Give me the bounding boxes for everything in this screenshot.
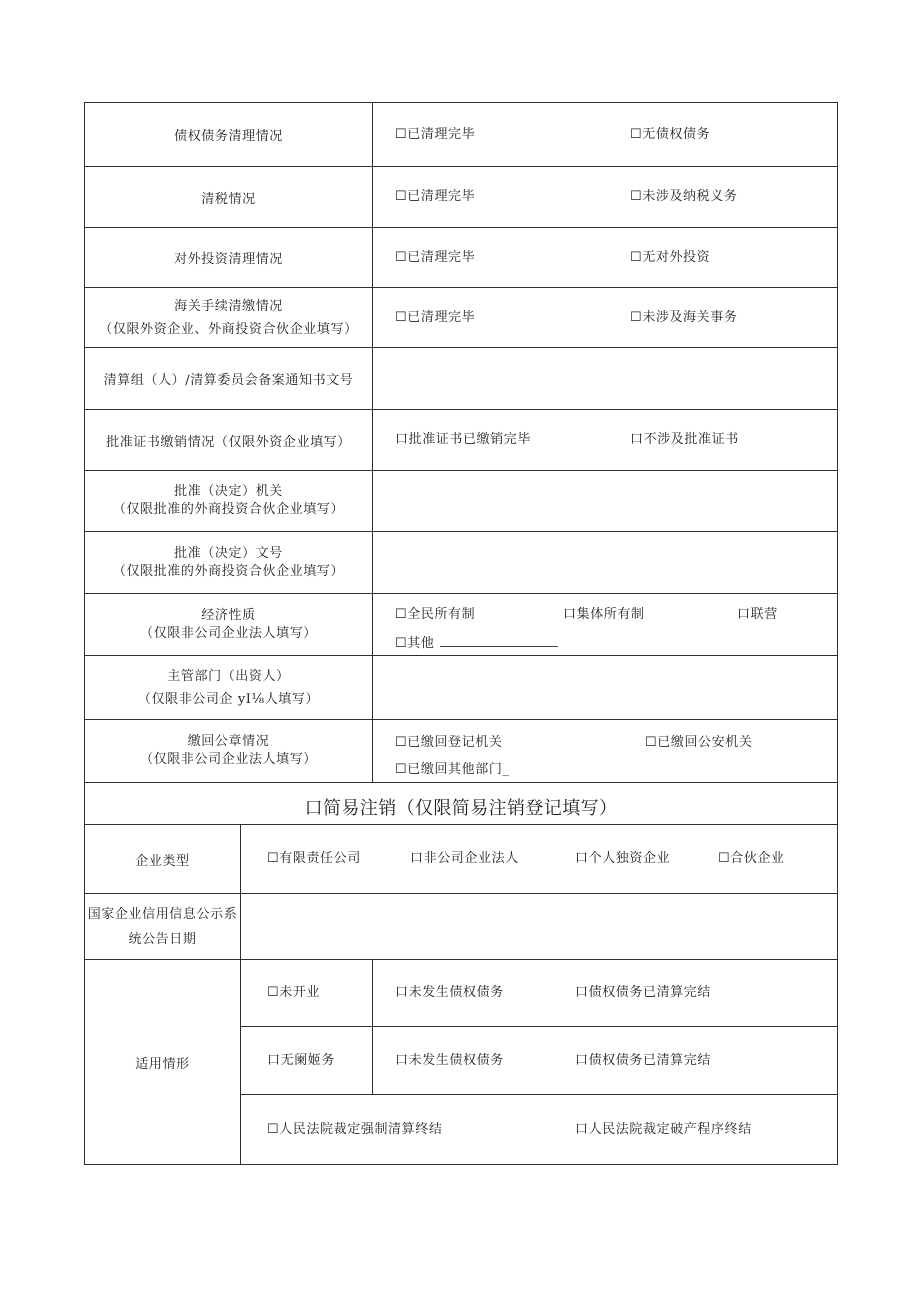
row-announcement-date bbox=[85, 894, 837, 960]
label-note: （仅限批准的外商投资合伙企业填写） bbox=[112, 563, 345, 579]
row-label bbox=[85, 594, 373, 655]
label-note: （仅限非公司企业法人填写） bbox=[140, 625, 317, 641]
row-label bbox=[85, 228, 373, 287]
option-court-compulsory-liquidation[interactable]: ☐人民法院裁定强制清算终结 bbox=[267, 1121, 443, 1137]
option-debts-settled[interactable]: 口债权债务已清算完结 bbox=[575, 985, 712, 1000]
option-returned-other-department[interactable]: ☐已缴回其他部门_ bbox=[395, 762, 510, 777]
option-court-bankruptcy-terminated[interactable]: 口人民法院裁定破产程序终结 bbox=[575, 1121, 752, 1137]
option-returned-registration-authority[interactable]: ☐已缴回登记机关 bbox=[395, 735, 503, 750]
option-no-debts-incurred[interactable]: 口未发生债权债务 bbox=[395, 985, 504, 1000]
label-text: 主管部门（出资人） bbox=[167, 668, 290, 684]
label-text: 海关手续清缴情况 bbox=[174, 298, 283, 314]
deregistration-form bbox=[84, 102, 838, 1165]
row-approval-authority bbox=[85, 471, 837, 532]
row-label bbox=[85, 410, 373, 470]
option-sole-proprietorship[interactable]: 口个人独资企业 bbox=[575, 851, 671, 866]
option-no-business[interactable]: 口无阑姬务 bbox=[267, 1052, 336, 1068]
label-text: 对外投资清理情况 bbox=[174, 252, 283, 267]
row-label bbox=[85, 348, 373, 409]
row-value bbox=[373, 720, 837, 782]
situation-row bbox=[241, 1027, 837, 1095]
label-text-line-1: 国家企业信用信息公示系 bbox=[87, 906, 238, 922]
label-note: （仅限批准的外商投资合伙企业填写） bbox=[112, 502, 345, 517]
other-blank-underline bbox=[440, 634, 558, 647]
label-text: 经济性质 bbox=[201, 607, 256, 623]
row-label bbox=[85, 532, 373, 593]
row-debt-clearance bbox=[85, 103, 837, 167]
row-value bbox=[373, 594, 837, 655]
row-value bbox=[373, 103, 837, 166]
label-text: 清税情况 bbox=[201, 191, 256, 207]
row-label bbox=[85, 103, 373, 166]
situation-row bbox=[241, 1095, 837, 1164]
row-approval-certificate bbox=[85, 410, 837, 471]
option-investment-cleared[interactable]: ☐已清理完毕 bbox=[395, 249, 476, 265]
row-label bbox=[85, 288, 373, 347]
label-text: 缴回公章情况 bbox=[187, 734, 270, 749]
row-label bbox=[85, 825, 241, 893]
blank-field bbox=[373, 656, 837, 719]
row-label bbox=[85, 656, 373, 719]
option-other-group bbox=[395, 634, 558, 652]
option-debt-cleared[interactable]: ☐已清理完毕 bbox=[395, 126, 476, 142]
option-other[interactable]: ☐其他 bbox=[395, 636, 435, 651]
blank-field bbox=[373, 471, 837, 531]
option-tax-cleared[interactable]: ☐已清理完毕 bbox=[395, 189, 476, 204]
row-value bbox=[373, 288, 837, 347]
blank-field bbox=[241, 894, 837, 959]
simple-deregistration-heading: 口简易注销（仅限简易注销登记填写） bbox=[304, 797, 618, 819]
option-not-opened[interactable]: ☐未开业 bbox=[267, 985, 321, 1000]
label-text-line-2: 统公告日期 bbox=[128, 931, 197, 947]
label-text: 清算组（人）/清算委员会备案通知书文号 bbox=[103, 373, 354, 388]
row-liquidation-filing-number bbox=[85, 348, 837, 410]
row-value bbox=[373, 167, 837, 227]
row-approval-document-number bbox=[85, 532, 837, 594]
label-text: 批准（决定）文号 bbox=[174, 545, 283, 561]
option-no-certificate[interactable]: 口不涉及批准证书 bbox=[630, 432, 739, 447]
row-value bbox=[373, 410, 837, 470]
option-limited-liability-company[interactable]: ☐有限责任公司 bbox=[267, 851, 361, 866]
row-label bbox=[85, 720, 373, 782]
row-investment-clearance bbox=[85, 228, 837, 288]
row-label bbox=[85, 960, 241, 1164]
label-text: 批准证书缴销情况（仅限外资企业填写） bbox=[106, 434, 351, 450]
situation-row bbox=[241, 960, 837, 1027]
option-no-tax-obligation[interactable]: ☐未涉及纳税义务 bbox=[630, 189, 738, 204]
label-text: 适用情形 bbox=[135, 1056, 190, 1072]
option-no-debt[interactable]: ☐无债权债务 bbox=[630, 126, 711, 142]
blank-field bbox=[373, 348, 837, 409]
row-value bbox=[373, 228, 837, 287]
option-joint-venture[interactable]: 口联营 bbox=[737, 607, 778, 622]
row-customs-clearance bbox=[85, 288, 837, 348]
situation-cell bbox=[241, 1095, 837, 1164]
option-non-company-legal-person[interactable]: 口非公司企业法人 bbox=[410, 851, 519, 866]
option-debts-settled[interactable]: 口债权债务已清算完结 bbox=[575, 1052, 712, 1068]
blank-field bbox=[373, 532, 837, 593]
option-certificate-cancelled[interactable]: 口批准证书已缴销完毕 bbox=[395, 432, 532, 447]
situation-cell bbox=[241, 960, 373, 1026]
row-competent-department bbox=[85, 656, 837, 720]
label-text: 企业类型 bbox=[135, 853, 190, 869]
option-customs-cleared[interactable]: ☐已清理完毕 bbox=[395, 309, 476, 325]
label-note: （仅限非公司企 yI⅛人填写） bbox=[137, 691, 320, 707]
option-partnership[interactable]: ☐合伙企业 bbox=[718, 851, 785, 866]
row-tax-clearance bbox=[85, 167, 837, 228]
row-enterprise-type bbox=[85, 825, 837, 894]
row-label bbox=[85, 894, 241, 959]
section-heading-row bbox=[85, 783, 837, 825]
situation-cell bbox=[373, 1027, 837, 1094]
option-no-customs-matters[interactable]: ☐未涉及海关事务 bbox=[630, 309, 738, 325]
label-note: （仅限非公司企业法人填写） bbox=[140, 752, 317, 767]
row-economic-nature bbox=[85, 594, 837, 656]
situation-cell bbox=[373, 960, 837, 1026]
option-collective[interactable]: 口集体所有制 bbox=[563, 607, 645, 622]
row-label bbox=[85, 471, 373, 531]
option-no-investment[interactable]: ☐无对外投资 bbox=[630, 249, 711, 265]
row-seal-return bbox=[85, 720, 837, 783]
option-returned-public-security[interactable]: ☐已缴回公安机关 bbox=[645, 735, 753, 750]
option-no-debts-incurred[interactable]: 口未发生债权债务 bbox=[395, 1052, 504, 1068]
situation-cell bbox=[241, 1027, 373, 1094]
label-text: 债权债务清理情况 bbox=[174, 129, 283, 144]
row-value bbox=[241, 825, 837, 893]
situations-grid bbox=[241, 960, 837, 1164]
label-text: 批准（决定）机关 bbox=[174, 484, 283, 499]
label-note: （仅限外资企业、外商投资合伙企业填写） bbox=[99, 321, 358, 337]
row-label bbox=[85, 167, 373, 227]
option-state-owned[interactable]: ☐全民所有制 bbox=[395, 607, 476, 622]
row-applicable-situations bbox=[85, 960, 837, 1164]
